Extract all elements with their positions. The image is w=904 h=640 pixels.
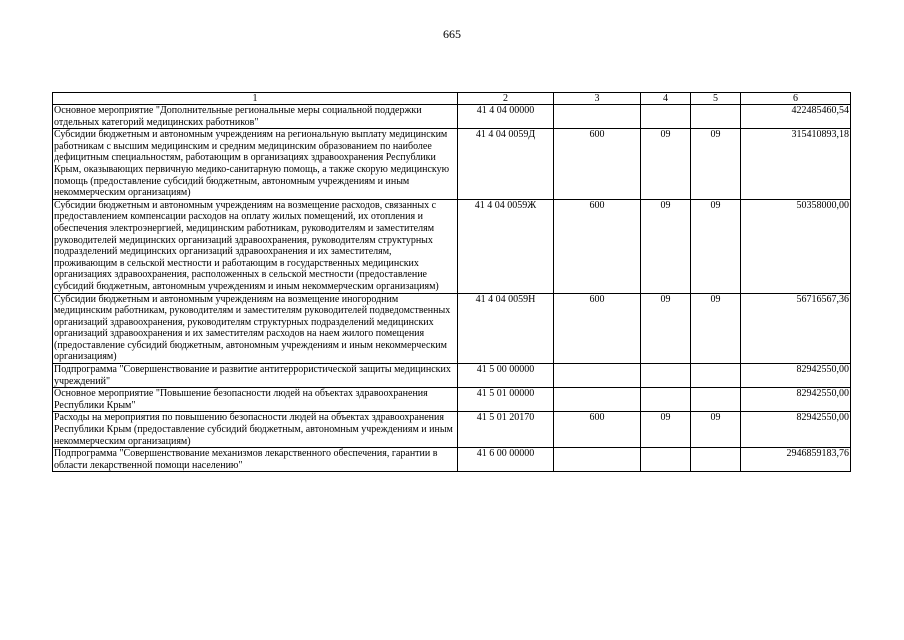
row-amount: 2946859183,76 [741, 448, 851, 472]
row-col4 [641, 105, 691, 129]
row-col4 [641, 448, 691, 472]
row-col5 [691, 388, 741, 412]
column-header: 1 [53, 93, 458, 105]
row-col4: 09 [641, 199, 691, 293]
row-name: Подпрограмма "Совершенствование и развитие антитеррористической защиты медицинских учреждений" [53, 364, 458, 388]
table-row [53, 448, 851, 472]
row-col3: 600 [554, 129, 641, 200]
row-col4 [641, 388, 691, 412]
table-row [53, 388, 851, 412]
row-col4: 09 [641, 412, 691, 448]
column-header: 6 [741, 93, 851, 105]
row-col5: 09 [691, 199, 741, 293]
row-col3 [554, 105, 641, 129]
row-name: Субсидии бюджетным и автономным учреждениям на возмещение иногородним медицинским работникам, руководителям и заместителям руководителей подведомственных организаций здравоохранения, руководителям структурных подразделений медицинских организаций здравоохранения и их заместителям расходов на наем жилого помещения (предоставление субсидий бюджетным, автономным учреждениям и иным некоммерческим организациям) [53, 293, 458, 364]
row-col5: 09 [691, 412, 741, 448]
row-col3 [554, 364, 641, 388]
row-code: 41 6 00 00000 [458, 448, 554, 472]
row-amount: 82942550,00 [741, 388, 851, 412]
row-col4 [641, 364, 691, 388]
row-name: Основное мероприятие "Повышение безопасности людей на объектах здравоохранения Республики Крым" [53, 388, 458, 412]
row-col5 [691, 105, 741, 129]
column-header: 2 [458, 93, 554, 105]
table-row [53, 199, 851, 293]
column-header: 5 [691, 93, 741, 105]
table-row [53, 105, 851, 129]
row-col5 [691, 364, 741, 388]
row-amount: 422485460,54 [741, 105, 851, 129]
row-col3: 600 [554, 412, 641, 448]
table-row [53, 129, 851, 200]
column-header: 3 [554, 93, 641, 105]
row-code: 41 4 04 00000 [458, 105, 554, 129]
row-col5: 09 [691, 129, 741, 200]
row-code: 41 5 01 20170 [458, 412, 554, 448]
column-header: 4 [641, 93, 691, 105]
row-amount: 82942550,00 [741, 412, 851, 448]
row-col3: 600 [554, 199, 641, 293]
row-amount: 315410893,18 [741, 129, 851, 200]
table-header-row [53, 93, 851, 105]
row-name: Подпрограмма "Совершенствование механизмов лекарственного обеспечения, гарантии в области лекарственной помощи населению" [53, 448, 458, 472]
row-col3 [554, 448, 641, 472]
row-col5 [691, 448, 741, 472]
row-name: Субсидии бюджетным и автономным учреждениям на региональную выплату медицинским работникам с высшим медицинским и средним медицинским образованием по наиболее дефицитным специальностям, работающим в организациях здравоохранения Республики Крым, оказывающих первичную медико-санитарную помощь, а также скорую медицинскую помощь (предоставление субсидий бюджетным, автономным учреждениям и иным некоммерческим организациям) [53, 129, 458, 200]
row-code: 41 4 04 0059Д [458, 129, 554, 200]
row-code: 41 4 04 0059Н [458, 293, 554, 364]
row-col5: 09 [691, 293, 741, 364]
row-col3 [554, 388, 641, 412]
table-row [53, 293, 851, 364]
row-amount: 56716567,36 [741, 293, 851, 364]
table-row [53, 364, 851, 388]
row-code: 41 4 04 0059Ж [458, 199, 554, 293]
row-amount: 50358000,00 [741, 199, 851, 293]
row-amount: 82942550,00 [741, 364, 851, 388]
table-row [53, 412, 851, 448]
row-name: Субсидии бюджетным и автономным учреждениям на возмещение расходов, связанных с предоставлением компенсации расходов на оплату жилых помещений, их отопления и обеспечения электроэнергией, медицинским работникам, руководителям и заместителям руководителей медицинских организаций здравоохранения, руководителям структурных подразделений медицинских организаций здравоохранения и их заместителям, проживающим в сельской местности и работающим в государственных медицинских организациях здравоохранения, расположенных в сельской местности (предоставление субсидий бюджетным, автономным учреждениям и иным некоммерческим организациям) [53, 199, 458, 293]
row-code: 41 5 00 00000 [458, 364, 554, 388]
row-col3: 600 [554, 293, 641, 364]
row-name: Расходы на мероприятия по повышению безопасности людей на объектах здравоохранения Республики Крым (предоставление субсидий бюджетным, автономным учреждениям и иным некоммерческим организациям) [53, 412, 458, 448]
row-name: Основное мероприятие "Дополнительные региональные меры социальной поддержки отдельных категорий медицинских работников" [53, 105, 458, 129]
row-col4: 09 [641, 293, 691, 364]
budget-table [52, 92, 851, 472]
row-col4: 09 [641, 129, 691, 200]
page-number: 665 [443, 27, 461, 41]
row-code: 41 5 01 00000 [458, 388, 554, 412]
